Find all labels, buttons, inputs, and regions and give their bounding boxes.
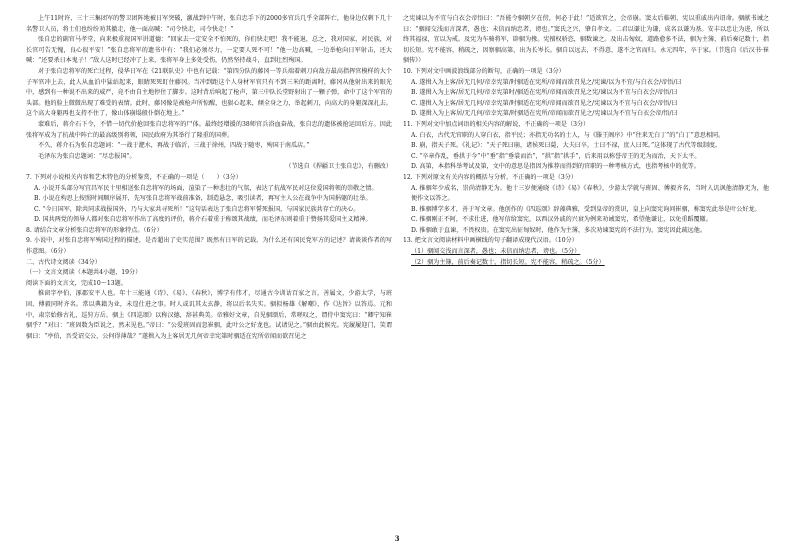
question-7: 7. 下列对小说相关内容和艺术特色的分析鉴赏，不正确的一项是（ ）（3分） [26, 173, 242, 181]
question-9: 9. 小说中，对张自忠将军殉国过程的描述，是否超出了史实范围？既然有日军的记载，为什么还有国民党军方的记述？请谈谈作者的写作意图。（6分） [26, 237, 392, 256]
subsection-heading: （一）文言文阅读（本题共4小题，19分） [26, 269, 142, 277]
option-10b: B. 遂揖入为上客/居无几何/帝幸宪第时/骃适在宪所/帝闻而欲召见之宪/谏以为不宜与白衣会/帝悟/曰 [411, 89, 678, 97]
question-12: 12. 下列对原文有关内容的概括与分析，不正确的一项是（3分） [403, 173, 577, 181]
question-13: 13. 把文言文阅读材料中画横线的句子翻译成现代汉语。（10分） [403, 237, 578, 245]
story-paragraph: 张自忠的副官马孝堂，向来极重视国军讲道德：“回家去一定安全不怕死的，你们快走吧！我不能退，总之，我对国家，对民族，对长官可告无愧，良心很平安！”张自忠将军的遗书中有：“我们必须尽力，一定要人死不可！”他一边高喊，一边举枪向日军射击，还大喊：“还要杀日本鬼子！”敌人这时已经冲了上来，张将军身上多处受伤，仍然坚持战斗，直到壮烈殉国。 [26, 36, 392, 65]
reading-instruction: 阅读下面的文言文，完成10～13题。 [26, 279, 127, 287]
story-paragraph: 不久，蒋介石为张自忠题词：“一战于淝水，再战于临沂，三战于徐州，四战于随枣，殉国于南瓜店。” [38, 142, 310, 150]
right-column [403, 14, 769, 268]
option-12b: B. 推骃博学多才，善于写文章。他创作的《四巡颂》辞藻典雅，受到皇帝的赏识，皇上向窦宪询问崔骃，称窦宪此举是叶公好龙。 [411, 205, 761, 213]
classical-passage-cont: 之宪谏以为不宜与白衣会帝悟曰：“吾能令骃朝夕在傍，何必于此！”适欲官之，会帝崩。窦太后临朝，宪以重戚出内诏命。骃献书诫之曰：“骃闻交浅而言深者，愚也；未信而纳忠者，谤也。”窦氏之兴，肇自孝文。二君以谦让为谦，成名以谦为基。安丰以忠让为进，所以终其福禄，宜以为戒。及宪为车骑将军，辟骃为掾。宪擅权骄恣，骃数谏之。及出击匈奴，道路愈多不法，骃为主簿，前后奏记数十，指切长短。宪不能容，稍疏之，因察骃高第，出为长岑长。骃自以远去，不得意，遂不之官而归。永元四年，卒于家。（节选自《后汉书·崔骃传》） [403, 15, 769, 65]
option-12c: C. 推骃刚正不阿，不求仕进，他写信给窦宪，以西汉外戚的兴衰为例来劝诫窦宪，希望他谦让，以免重蹈覆辙。 [411, 216, 712, 224]
option-11b: B. 崩，指天子死。《礼记》：“天子死曰崩，诸侯死曰薨，大夫曰卒，士曰不禄，庶人曰死。”这体现了古代等级制度。 [411, 142, 722, 150]
option-7b: B. 小说在构思上按照时间顺序展开，先写张自忠将军战前准备，制造悬念，吸引读者，再写主人公在战争中为国捐躯的壮举。 [34, 195, 372, 203]
classical-passage: 推窗字亭伯，涿郡安平人也。年十三能通《诗》、《易》、《春秋》，博学有伟才，尽通古今训诂百家之言，善属文，少游太学，与班固、傅毅同时齐名。常以典籍为业，未遑仕进之事。时人或讥其太玄静，将以后名失实。骃拟杨雄《解嘲》，作《达旨》以答焉。元和中，肃宗始修古礼，巡狩方岳。骃上《四巡颂》以称汉德，辞甚典美。帝雅好文章，自见骃颂后，常嗟叹之，谓侍中窦宪曰：“卿宁知崔骃乎？”对曰：“班固数为臣说之，然未见也。”帝曰：“公爱班固而忽崔骃，此叶公之好龙也。试请见之。”骃由此候宪。宪履履迎门，笑谓骃曰：“亭伯，吾受诏交公，公何得薄哉？”遂揖入为上客居无几何帝幸宪第时骃适在宪所帝闻而欲召见之 [26, 290, 392, 340]
option-10d: D. 遂揖入为上客居/无几何/帝幸宪第/时骃适在宪所/帝闻而欲召见之/宪谏以为不宜与白衣会帝/悟/曰 [411, 110, 678, 118]
option-7d: D. 国共两党的领导人都对张自忠将军作出了高度的评价，蒋介石着重于称颂其战绩，而毛泽东则着重于赞扬其爱国主义精神。 [34, 216, 372, 224]
story-paragraph: 毛泽东为张自忠题词：“尽忠报国”。 [38, 152, 136, 160]
question-10: 10. 下列对文中画波浪线部分的断句，正确的一项是（3分） [403, 67, 565, 75]
source-note: （节选自《捍疆卫土张自忠》，有删改） [285, 163, 392, 171]
question-11: 11. 下列对文中加点词语的相关内容的解说，不正确的一项是（3分） [403, 120, 590, 128]
option-7a: A. 小说开头部分写宜昌军民十里相送张自忠将军的场面，渲染了一种悲壮的气氛，表达了抗战军民对这位爱国将领的崇敬之情。 [34, 184, 378, 192]
option-10c: C. 遂揖入为上客/居无几何/帝幸宪第/时骃适在宪所/帝闻而欲召见之/宪谏以为不宜与白衣会/帝悟/曰 [411, 99, 678, 107]
story-paragraph: 上午11时许，三十三集团军的警卫团阵地被日军突破，激战到中午时，张自忠手下的2000多官兵几乎全部阵亡，他身边仅剩下几十名警卫人员，将士们也纷纷劝其撤走，他一面高喊：“司令快走，司令快走！” [26, 15, 392, 33]
option-11a: A. 白衣，古代无官职的人穿白衣，指平民；亦指无功名的士人，与《滕王阁序》中“往来无白丁”的“白丁”意思相同。 [411, 131, 725, 139]
option-7c: C. “今日国军，除共同求战报国外，乃与大家共寻死所！”这句话表达了张自忠将军誓死报国，与国家民族共存亡的决心。 [34, 205, 360, 213]
option-10a: A. 遂揖入为上客/居无几何/帝幸宪第/时骃适在宪所/帝闻而欲召见之/宪谏/以为不宜/与白衣会/帝悟/曰 [411, 78, 682, 86]
left-column [26, 14, 392, 342]
translation-item-2: （2）骃为主簿，前后奏记数十，指切长短。宪不能容，稍疏之。（5分） [411, 258, 605, 266]
option-11d: D. 高第，本指科举考试及第，文中的意思是指因为推荐而得到的官职的一种考核方式，也指考核中的优等。 [411, 163, 700, 171]
option-12d: D. 推骃敢于直谏，不畏权贵。在窦宪出征匈奴时，他作为主簿，多次劝谏窦宪的不法行为，窦宪因此疏远他。 [411, 226, 706, 234]
option-11c: C. “卒章作乱，垂拱于今”中“垂”指“垂裳而治”，“拱”指“拱手”，后来用以称誉帝王的无为而治，天下太平。 [411, 152, 701, 160]
section-heading: 二、古代诗文阅读（34分） [26, 258, 101, 266]
question-8: 8. 请结合文章分析张自忠将军的形象特点。（6分） [26, 226, 163, 234]
translation-item-1: （1）骃闻交浅而言深者，愚也；未信而纳忠者，谤也。（5分） [411, 248, 581, 256]
option-12a: A. 推骃年少成名，崇尚清静无为。他十三岁便通晓《诗》《易》《春秋》，少游太学就与班固、傅毅齐名，当时人讥讽他清静无为，他便作文以答之。 [411, 184, 769, 203]
story-paragraph: 对于张自忠将军的死亡过程，侵华日军在《21联队史》中也有记载：“第四分队的藤冈一等兵端着刺刀向敌方最高指挥官模样的大个子军官冲上去，此人从血泊中猛站起来，眼睛死死盯住藤冈。当冲到距这个人身材军官只有不到三米的距离时，藤冈从他射出来的眼光中，感到有一种说不出来的威严，竟不由自主地停住了脚步。这时背后响起了枪声，第三中队长堂野射出了一颗子弹，命中了这个军官的头部。他的脸上微微出现了难受的表情。此时，藤冈像是被枪声所惊醒，也狠心起来，倾全身之力，举起刺刀，向高大的身躯深深扎去。这个高大身躯再也支持不住了，像山体崩塌般仆倒在地上。” [26, 67, 392, 118]
story-paragraph: 蒙难后，蒋介石下令，不惜一切代价抢回张自忠将军的尸体。最终经增援的38师官兵浴血奋战，张自忠的遗体被抢运回后方。因此张将军成为了抗战中阵亡的最高级别将领，国民政府为其举行了隆重的国葬。 [26, 120, 392, 139]
page-number: 3 [394, 534, 400, 543]
